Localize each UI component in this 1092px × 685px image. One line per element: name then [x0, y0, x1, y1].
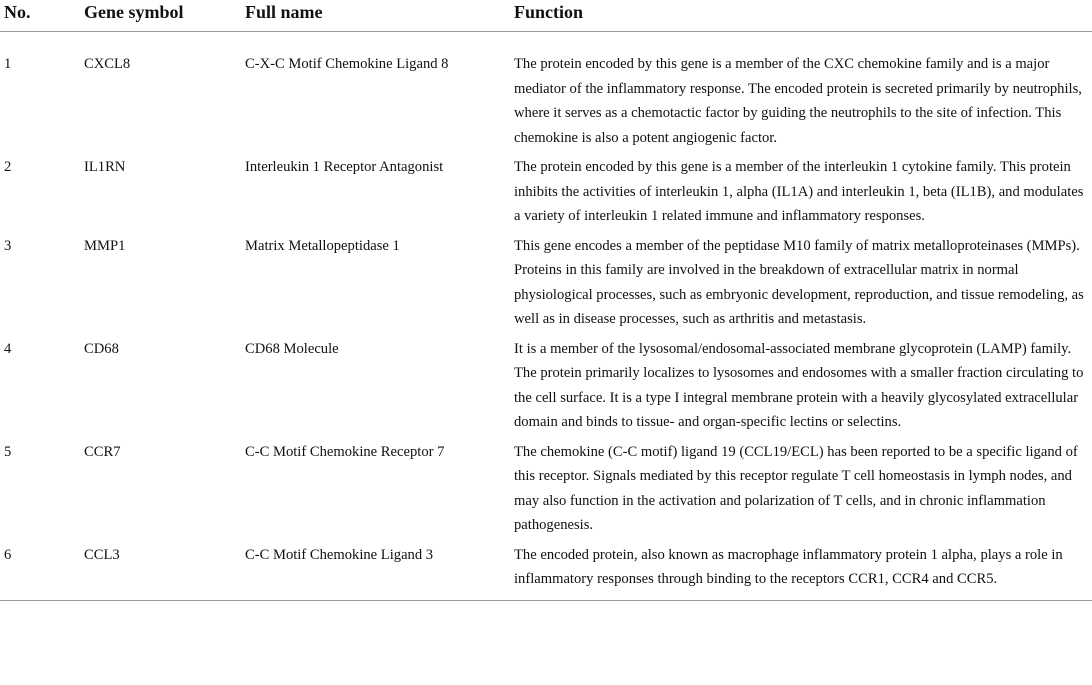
cell-full-name: Matrix Metallopeptidase 1 — [245, 237, 400, 254]
cell-no: 2 — [4, 159, 12, 175]
cell-no: 1 — [4, 56, 12, 72]
cell-full-name: C-X-C Motif Chemokine Ligand 8 — [245, 56, 449, 72]
cell-no: 4 — [4, 340, 12, 357]
table-row — [0, 234, 1092, 337]
cell-full-name: Interleukin 1 Receptor Antagonist — [245, 159, 444, 175]
cell-function: The encoded protein, also known as macrophage inflammatory protein 1 alpha, plays a role in inflammatory responses through binding to the receptors CCR1, CCR4 and CCR5. — [514, 543, 1092, 601]
cell-gene-symbol: CCL3 — [84, 543, 245, 601]
header-gene-symbol: Gene symbol — [84, 0, 245, 32]
table-body — [0, 32, 1092, 601]
cell-no: 3 — [4, 237, 12, 254]
cell-function: The protein encoded by this gene is a member of the interleukin 1 cytokine family. This protein inhibits the activities of interleukin 1, alpha (IL1A) and interleukin 1, beta (IL1B), and modulates a variety of interleukin 1 related immune and inflammatory responses. — [514, 159, 1084, 224]
cell-gene-symbol: MMP1 — [84, 237, 126, 254]
cell-gene-symbol: IL1RN — [84, 159, 126, 175]
cell-no: 6 — [0, 543, 84, 601]
cell-function: The chemokine (C-C motif) ligand 19 (CCL19/ECL) has been reported to be a specific ligand of this receptor. Signals mediated by this receptor regulate T cell homeostasis in lymph nodes, and may also function in the activation and polarization of T cells, and in chronic inflammation pathogenesis. — [514, 443, 1078, 533]
cell-function: This gene encodes a member of the peptidase M10 family of matrix metalloproteinases (MMPs). Proteins in this family are involved in the breakdown of extracellular matrix in normal physiological processes, such as embryonic development, reproduction, and tissue remodeling, as well as in disease processes, such as arthritis and metastasis. — [514, 237, 1084, 327]
table-row — [0, 32, 1092, 156]
cell-no: 5 — [4, 443, 12, 460]
cell-function: The protein encoded by this gene is a member of the CXC chemokine family and is a major mediator of the inflammatory response. The encoded protein is secreted primarily by neutrophils, where it serves as a chemotactic factor by guiding the neutrophils to the site of infection. This chemokine is also a potent angiogenic factor. — [514, 56, 1082, 146]
table-row — [0, 337, 1092, 440]
cell-gene-symbol: CCR7 — [84, 443, 121, 460]
table-row — [0, 155, 1092, 234]
table-header — [0, 0, 1092, 32]
header-function: Function — [514, 0, 1092, 32]
cell-function: It is a member of the lysosomal/endosomal-associated membrane glycoprotein (LAMP) family. The protein primarily localizes to lysosomes and endosomes with a smaller fraction circulating to the cell surface. It is a type I integral membrane protein with a heavily glycosylated extracellular domain and binds to tissue- and organ-specific lectins or selectins. — [514, 340, 1084, 430]
header-row — [0, 0, 1092, 32]
cell-full-name: C-C Motif Chemokine Ligand 3 — [245, 543, 514, 601]
table-row — [0, 440, 1092, 543]
cell-gene-symbol: CD68 — [84, 340, 119, 357]
header-no: No. — [0, 0, 84, 32]
header-full-name: Full name — [245, 0, 514, 32]
cell-full-name: C-C Motif Chemokine Receptor 7 — [245, 443, 445, 460]
cell-full-name: CD68 Molecule — [245, 340, 339, 357]
cell-gene-symbol: CXCL8 — [84, 56, 131, 72]
table-row — [0, 543, 1092, 601]
